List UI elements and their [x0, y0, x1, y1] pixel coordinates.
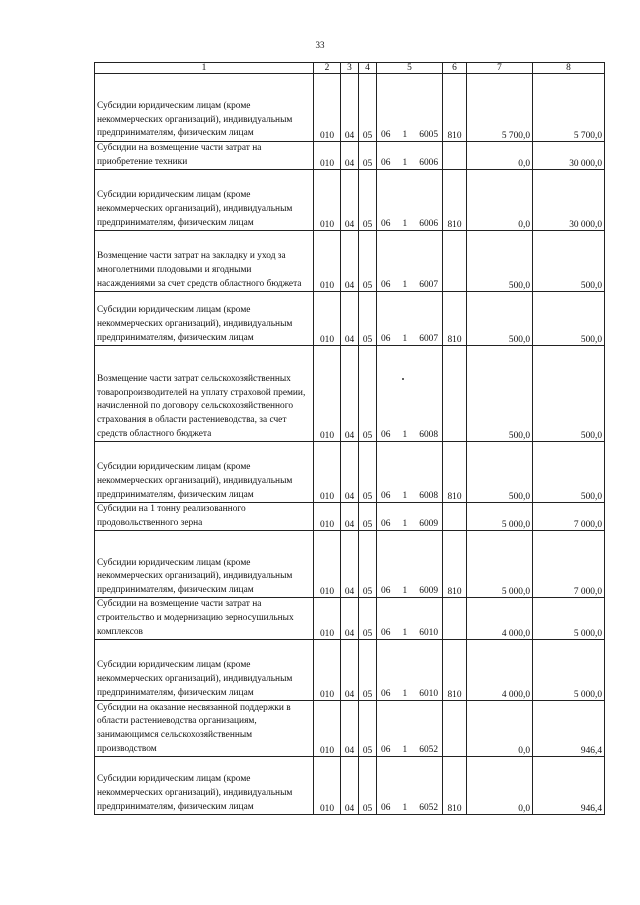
table-row: [95, 74, 605, 142]
row-code-col5: [377, 598, 443, 640]
row-code-col5-sub: 1: [402, 130, 408, 140]
row-code-col5-item: 6008: [419, 491, 438, 502]
row-code-col5-sub: 1: [402, 491, 408, 502]
row-code-col5: [377, 701, 443, 757]
header-col-3: 3: [341, 63, 359, 74]
table-row: [95, 346, 605, 442]
row-code-col5: [377, 74, 443, 142]
row-code-col5: [377, 531, 443, 598]
row-code-col6: 810: [443, 531, 467, 598]
row-code-col6: [443, 231, 467, 292]
row-code-col3: 04: [341, 74, 359, 142]
row-amount-col8: 7 000,0: [533, 503, 605, 531]
row-name: Субсидии на оказание несвязанной поддержки в области растениеводства организациям, занимающимся сельскохозяйственным производством: [95, 701, 314, 757]
row-code-col6: 810: [443, 292, 467, 346]
row-amount-col8: 5 000,0: [533, 640, 605, 701]
row-code-col3: 04: [341, 346, 359, 442]
header-col-5: 5: [377, 63, 443, 74]
table-row: [95, 442, 605, 503]
table-row: [95, 231, 605, 292]
header-col-6: 6: [443, 63, 467, 74]
table-row: [95, 640, 605, 701]
row-code-col3: 04: [341, 170, 359, 231]
row-amount-col7: 0,0: [467, 701, 533, 757]
row-code-col6: [443, 142, 467, 170]
row-code-col4: 05: [359, 757, 377, 815]
row-amount-col8: 500,0: [533, 231, 605, 292]
row-name: Субсидии на возмещение части затрат на приобретение техники: [95, 142, 314, 170]
row-code-col5-program: 06: [381, 430, 391, 441]
row-code-col5-sub: 1: [402, 803, 408, 814]
row-code-col4: 05: [359, 503, 377, 531]
page-number: 33: [315, 40, 325, 50]
row-code-col4: 05: [359, 598, 377, 640]
table-row: [95, 292, 605, 346]
row-code-col3: 04: [341, 640, 359, 701]
row-amount-col7: 500,0: [467, 442, 533, 503]
row-name: Субсидии юридическим лицам (кроме некоммерческих организаций), индивидуальным предпринимателям, физическим лицам: [95, 292, 314, 346]
table-row: [95, 142, 605, 170]
row-code-col2: 010: [314, 292, 341, 346]
row-code-col2: 010: [314, 640, 341, 701]
row-code-col5-sub: 1: [402, 219, 408, 230]
row-code-col5-program: 06: [381, 491, 391, 502]
row-amount-col7: 0,0: [467, 757, 533, 815]
row-code-col5-sub: 1: [402, 158, 408, 169]
row-code-col6: 810: [443, 74, 467, 142]
row-code-col4: 05: [359, 142, 377, 170]
row-name: Субсидии юридическим лицам (кроме некоммерческих организаций), индивидуальным предпринимателям, физическим лицам: [95, 640, 314, 701]
row-name: Субсидии юридическим лицам (кроме некоммерческих организаций), индивидуальным предпринимателям, физическим лицам: [95, 757, 314, 815]
row-code-col5-program: 06: [381, 280, 391, 291]
row-code-col6: [443, 346, 467, 442]
header-row: [95, 63, 605, 74]
row-amount-col7: 500,0: [467, 231, 533, 292]
header-col-8: 8: [533, 63, 605, 74]
row-code-col5-program: 06: [381, 519, 391, 530]
row-code-col5: [377, 170, 443, 231]
table-row: [95, 701, 605, 757]
row-code-col3: 04: [341, 757, 359, 815]
row-name: Субсидии юридическим лицам (кроме некоммерческих организаций), индивидуальным предпринимателям, физическим лицам: [95, 74, 314, 142]
row-code-col2: 010: [314, 503, 341, 531]
row-code-col4: 05: [359, 640, 377, 701]
table-row: [95, 531, 605, 598]
row-code-col5-program: 06: [381, 689, 391, 700]
row-code-col6: [443, 701, 467, 757]
row-code-col5-program: 06: [381, 219, 391, 230]
row-code-col5-program: 06: [381, 745, 391, 756]
row-name: Субсидии на возмещение части затрат на строительство и модернизацию зерносушильных комплексов: [95, 598, 314, 640]
row-code-col3: 04: [341, 142, 359, 170]
row-code-col6: 810: [443, 170, 467, 231]
row-code-col5-item: 6052: [419, 745, 438, 756]
row-code-col6: 810: [443, 757, 467, 815]
row-amount-col8: 500,0: [533, 346, 605, 442]
row-code-col5-item: 6005: [419, 130, 438, 140]
row-amount-col7: 0,0: [467, 170, 533, 231]
row-code-col3: 04: [341, 531, 359, 598]
row-code-col5: [377, 503, 443, 531]
row-code-col5-program: 06: [381, 334, 391, 345]
budget-table: [94, 62, 605, 815]
row-code-col5-item: 6010: [419, 628, 438, 639]
row-name: Возмещение части затрат сельскохозяйственных товаропроизводителей на уплату страховой премии, начисленной по договору сельскохозяйственного страхования в области растениеводства, за счет средств областного бюджета: [95, 346, 314, 442]
row-amount-col8: 946,4: [533, 701, 605, 757]
row-amount-col8: 946,4: [533, 757, 605, 815]
row-code-col5-sub: 1: [402, 334, 408, 345]
row-code-col5: [377, 346, 443, 442]
row-code-col5-sub: 1: [402, 689, 408, 700]
row-amount-col7: 4 000,0: [467, 598, 533, 640]
row-code-col5-program: 06: [381, 130, 391, 140]
row-code-col4: 05: [359, 74, 377, 142]
header-col-1: 1: [95, 63, 314, 74]
row-code-col5-sub: 1: [402, 628, 408, 639]
row-amount-col7: 5 000,0: [467, 503, 533, 531]
row-amount-col7: 5 700,0: [467, 74, 533, 142]
row-code-col3: 04: [341, 231, 359, 292]
row-code-col3: 04: [341, 292, 359, 346]
row-code-col5-sub: 1: [402, 430, 408, 441]
row-code-col5-item: 6052: [419, 803, 438, 814]
row-code-col5-program: 06: [381, 803, 391, 814]
row-code-col5: [377, 292, 443, 346]
row-code-col2: 010: [314, 170, 341, 231]
row-amount-col8: 500,0: [533, 292, 605, 346]
table-row: [95, 503, 605, 531]
row-code-col5: [377, 757, 443, 815]
row-code-col3: 04: [341, 503, 359, 531]
row-code-col5-program: 06: [381, 158, 391, 169]
row-code-col5-item: 6009: [419, 586, 438, 597]
row-code-col6: 810: [443, 442, 467, 503]
row-code-col2: 010: [314, 531, 341, 598]
row-code-col2: 010: [314, 346, 341, 442]
row-code-col5-program: 06: [381, 586, 391, 597]
header-col-2: 2: [314, 63, 341, 74]
row-code-col5-program: 06: [381, 628, 391, 639]
row-amount-col8: 500,0: [533, 442, 605, 503]
table-row: [95, 757, 605, 815]
table-row: [95, 170, 605, 231]
row-code-col5: [377, 231, 443, 292]
row-amount-col7: 500,0: [467, 292, 533, 346]
row-code-col2: 010: [314, 598, 341, 640]
row-code-col5-item: 6007: [419, 334, 438, 345]
row-code-col4: 05: [359, 170, 377, 231]
row-amount-col7: 500,0: [467, 346, 533, 442]
row-amount-col8: 7 000,0: [533, 531, 605, 598]
row-code-col4: 05: [359, 292, 377, 346]
row-code-col5-item: 6006: [419, 219, 438, 230]
row-name: Субсидии юридическим лицам (кроме некоммерческих организаций), индивидуальным предпринимателям, физическим лицам: [95, 170, 314, 231]
scan-speck: [402, 378, 404, 380]
row-code-col3: 04: [341, 701, 359, 757]
row-name: Субсидии юридическим лицам (кроме некоммерческих организаций), индивидуальным предпринимателям, физическим лицам: [95, 531, 314, 598]
row-code-col2: 010: [314, 442, 341, 503]
row-code-col4: 05: [359, 531, 377, 598]
row-amount-col8: 5 700,0: [533, 74, 605, 142]
row-amount-col8: 5 000,0: [533, 598, 605, 640]
row-code-col6: 810: [443, 640, 467, 701]
table-row: [95, 598, 605, 640]
row-code-col5: [377, 442, 443, 503]
row-code-col2: 010: [314, 757, 341, 815]
row-code-col5: [377, 142, 443, 170]
row-code-col5: [377, 640, 443, 701]
row-amount-col7: 0,0: [467, 142, 533, 170]
row-code-col4: 05: [359, 442, 377, 503]
row-code-col4: 05: [359, 231, 377, 292]
row-code-col3: 04: [341, 598, 359, 640]
row-amount-col8: 30 000,0: [533, 170, 605, 231]
header-col-7: 7: [467, 63, 533, 74]
row-code-col4: 05: [359, 701, 377, 757]
row-code-col5-sub: 1: [402, 745, 408, 756]
row-code-col5-sub: 1: [402, 519, 408, 530]
row-code-col6: [443, 598, 467, 640]
header-col-4: 4: [359, 63, 377, 74]
row-code-col2: 010: [314, 231, 341, 292]
row-code-col5-sub: 1: [402, 586, 408, 597]
row-code-col5-sub: 1: [402, 280, 408, 291]
row-code-col4: 05: [359, 346, 377, 442]
row-code-col5-item: 6009: [419, 519, 438, 530]
row-name: Субсидии на 1 тонну реализованного продовольственного зерна: [95, 503, 314, 531]
row-code-col6: [443, 503, 467, 531]
row-code-col2: 010: [314, 74, 341, 142]
row-code-col2: 010: [314, 142, 341, 170]
row-amount-col7: 5 000,0: [467, 531, 533, 598]
row-code-col3: 04: [341, 442, 359, 503]
row-amount-col8: 30 000,0: [533, 142, 605, 170]
row-code-col2: 010: [314, 701, 341, 757]
row-name: Возмещение части затрат на закладку и уход за многолетними плодовыми и ягодными насаждениями за счет средств областного бюджета: [95, 231, 314, 292]
row-code-col5-item: 6010: [419, 689, 438, 700]
row-code-col5-item: 6008: [419, 430, 438, 441]
row-code-col5-item: 6006: [419, 158, 438, 169]
row-amount-col7: 4 000,0: [467, 640, 533, 701]
row-name: Субсидии юридическим лицам (кроме некоммерческих организаций), индивидуальным предпринимателям, физическим лицам: [95, 442, 314, 503]
row-code-col5-item: 6007: [419, 280, 438, 291]
